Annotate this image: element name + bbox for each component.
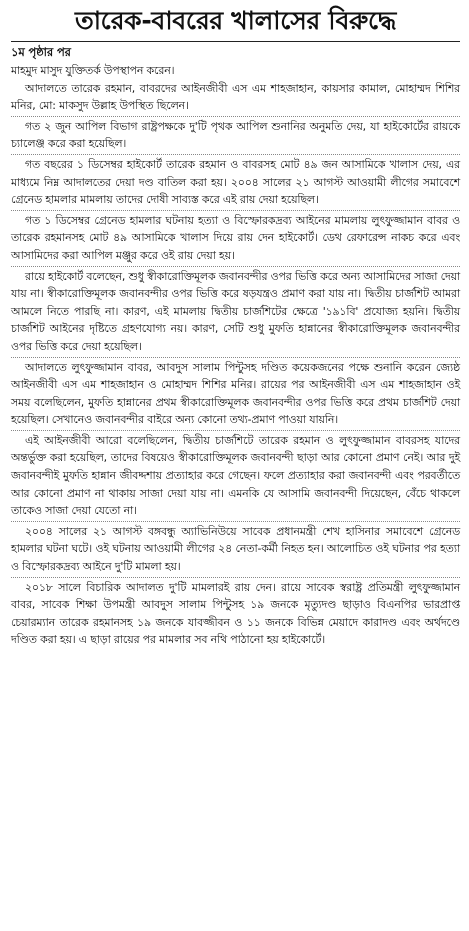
article-paragraph: ২০০৪ সালের ২১ আগস্ট বঙ্গবন্ধু অ্যাভিনিউয়ে সাবেক প্রধানমন্ত্রী শেখ হাসিনার সমাবেশে গ্রেনেড হামলার ঘটনা ঘটে। ওই ঘটনায় আওয়ামী লীগের ২৪ নেতা-কর্মী নিহত হন। আলোচিত ওই ঘটনার পর হত্যা ও বিস্ফোরকদ্রব্য আইনে দু'টি মামলা হয়। <box>11 524 460 574</box>
paragraph-divider <box>11 266 460 267</box>
paragraph-divider <box>11 210 460 211</box>
paragraph-divider <box>11 577 460 578</box>
article-headline: তারেক-বাবরের খালাসের বিরুদ্ধে <box>74 6 397 35</box>
article-paragraph: গত বছরের ১ ডিসেম্বর হাইকোর্ট তারেক রহমান ও বাবরসহ মোট ৪৯ জন আসামিকে খালাস দেয়, এর মাধ্যমে নিম্ন আদালতের দেয়া দণ্ড বাতিল করা হয়। ২০০৪ সালের ২১ আগস্ট আওয়ামী লীগের সমাবেশে গ্রেনেড হামলার মামলায় তাদের দোষী সাব্যস্ত করে এই রায় দেয়া হয়েছিল। <box>11 157 460 207</box>
continuation-label: ১ম পৃষ্ঠার পর <box>11 46 71 59</box>
article-paragraph: আদালতে লুৎফুজ্জামান বাবর, আবদুস সালাম পিন্টুসহ দণ্ডিত কয়েকজনের পক্ষে শুনানি করেন জ্যেষ্ঠ আইনজীবী এস এম শাহজাহান ও মোহাম্মদ শিশির মনির। রায়ের পর আইনজীবী এস এম শাহজাহান ওই সময় বলেছিলেন, মুফতি হান্নানের প্রথম স্বীকারোক্তিমূলক জবানবন্দীর ওপর ভিত্তি করে প্রথম চার্জশিট দেয়া হয়েছিল। সেখানেও জবানবন্দীর বাইরে অন্য কোনো তথ্য-প্রমাণ পাওয়া যায়নি। <box>11 360 460 427</box>
paragraph-divider <box>11 154 460 155</box>
paragraph-divider <box>11 521 460 522</box>
article-paragraph: ২০১৮ সালে বিচারিক আদালত দু'টি মামলারই রায় দেন। রায়ে সাবেক স্বরাষ্ট্র প্রতিমন্ত্রী লুৎফুজ্জামান বাবর, সাবেক শিক্ষা উপমন্ত্রী আবদুস সালাম পিন্টুসহ ১৯ জনকে মৃত্যুদণ্ড ছাড়াও বিএনপির ভারপ্রাপ্ত চেয়ারম্যান তারেক রহমানসহ ১৯ জনকে যাবজ্জীবন ও ১১ জনকে বিভিন্ন মেয়াদে কারাদণ্ড এবং অর্থদণ্ডে দণ্ডিত করা হয়। এ ছাড়া রায়ের পর মামলার সব নথি পাঠানো হয় হাইকোর্টে। <box>11 580 460 647</box>
headline-divider <box>11 41 460 42</box>
paragraph-divider <box>11 357 460 358</box>
paragraph-divider <box>11 430 460 431</box>
article-paragraph: মাহমুদ মাসুদ যুক্তিতর্ক উপস্থাপন করেন। <box>11 64 175 77</box>
article-paragraph: এই আইনজীবী আরো বলেছিলেন, দ্বিতীয় চার্জশিটে তারেক রহমান ও লুৎফুজ্জামান বাবরসহ যাদের অন্তর্ভুক্ত করা হয়েছিল, তাদের বিষয়েও স্বীকারোক্তিমূলক জবানবন্দী ছাড়া আর কোনো প্রমাণ নেই। আর দুই জবানবন্দীই মুফতি হান্নান জীবদ্দশায় প্রত্যাহার করে গেছেন। ফলে প্রত্যাহার করা জবানবন্দী এবং পরবর্তীতে আর কোনো প্রমাণ না থাকায় সাজা দেয়া যায় না। এমনকি যে আসামি জবানবন্দী দিয়েছেন, বেঁচে থাকলে তাকেও সাজা দেয়া যেতো না। <box>11 433 460 518</box>
article-paragraph: আদালতে তারেক রহমান, বাবরদের আইনজীবী এস এম শাহজাহান, কায়সার কামাল, মোহাম্মদ শিশির মনির, মো: মাকসুদ উল্লাহ উপস্থিত ছিলেন। <box>11 81 460 113</box>
article-paragraph: রায়ে হাইকোর্ট বলেছেন, শুধু স্বীকারোক্তিমূলক জবানবন্দীর ওপর ভিত্তি করে অন্য আসামিদের সাজা দেয়া যায় না। স্বীকারোক্তিমূলক জবানবন্দীর ওপর ভিত্তি করে ষড়যন্ত্রও প্রমাণ করা যায় না। দ্বিতীয় চার্জশিট আমরা আমলে নিতে পারছি না। কারণ, এই মামলায় দ্বিতীয় চার্জশিটের ক্ষেত্রে '১৯১বি' প্রযোজ্য হয়নি। দ্বিতীয় চার্জশিট আইনের দৃষ্টিতে গ্রহণযোগ্য নয়। কারণ, সেটি শুধু মুফতি হান্নানের স্বীকারোক্তিমূলক জবানবন্দীর ওপর ভিত্তি করে দেয়া হয়েছিল। <box>11 269 460 353</box>
article-paragraph: গত ২ জুন আপিল বিভাগ রাষ্ট্রপক্ষকে দু'টি পৃথক আপিল শুনানির অনুমতি দেয়, যা হাইকোর্টের রায়কে চ্যালেঞ্জ করে করা হয়েছিল। <box>11 119 460 151</box>
article-paragraph: গত ১ ডিসেম্বর গ্রেনেড হামলার ঘটনায় হত্যা ও বিস্ফোরকদ্রব্য আইনের মামলায় লুৎফুজ্জামান বাবর ও তারেক রহমানসহ মোট ৪৯ আসামিকে খালাস দিয়ে রায় দেন হাইকোর্ট। ডেথ রেফারেন্স নাকচ করে এবং আসামিদের করা আপিল মঞ্জুর করে ওই রায় দেয়া হয়। <box>11 213 460 262</box>
paragraph-divider <box>11 116 460 117</box>
